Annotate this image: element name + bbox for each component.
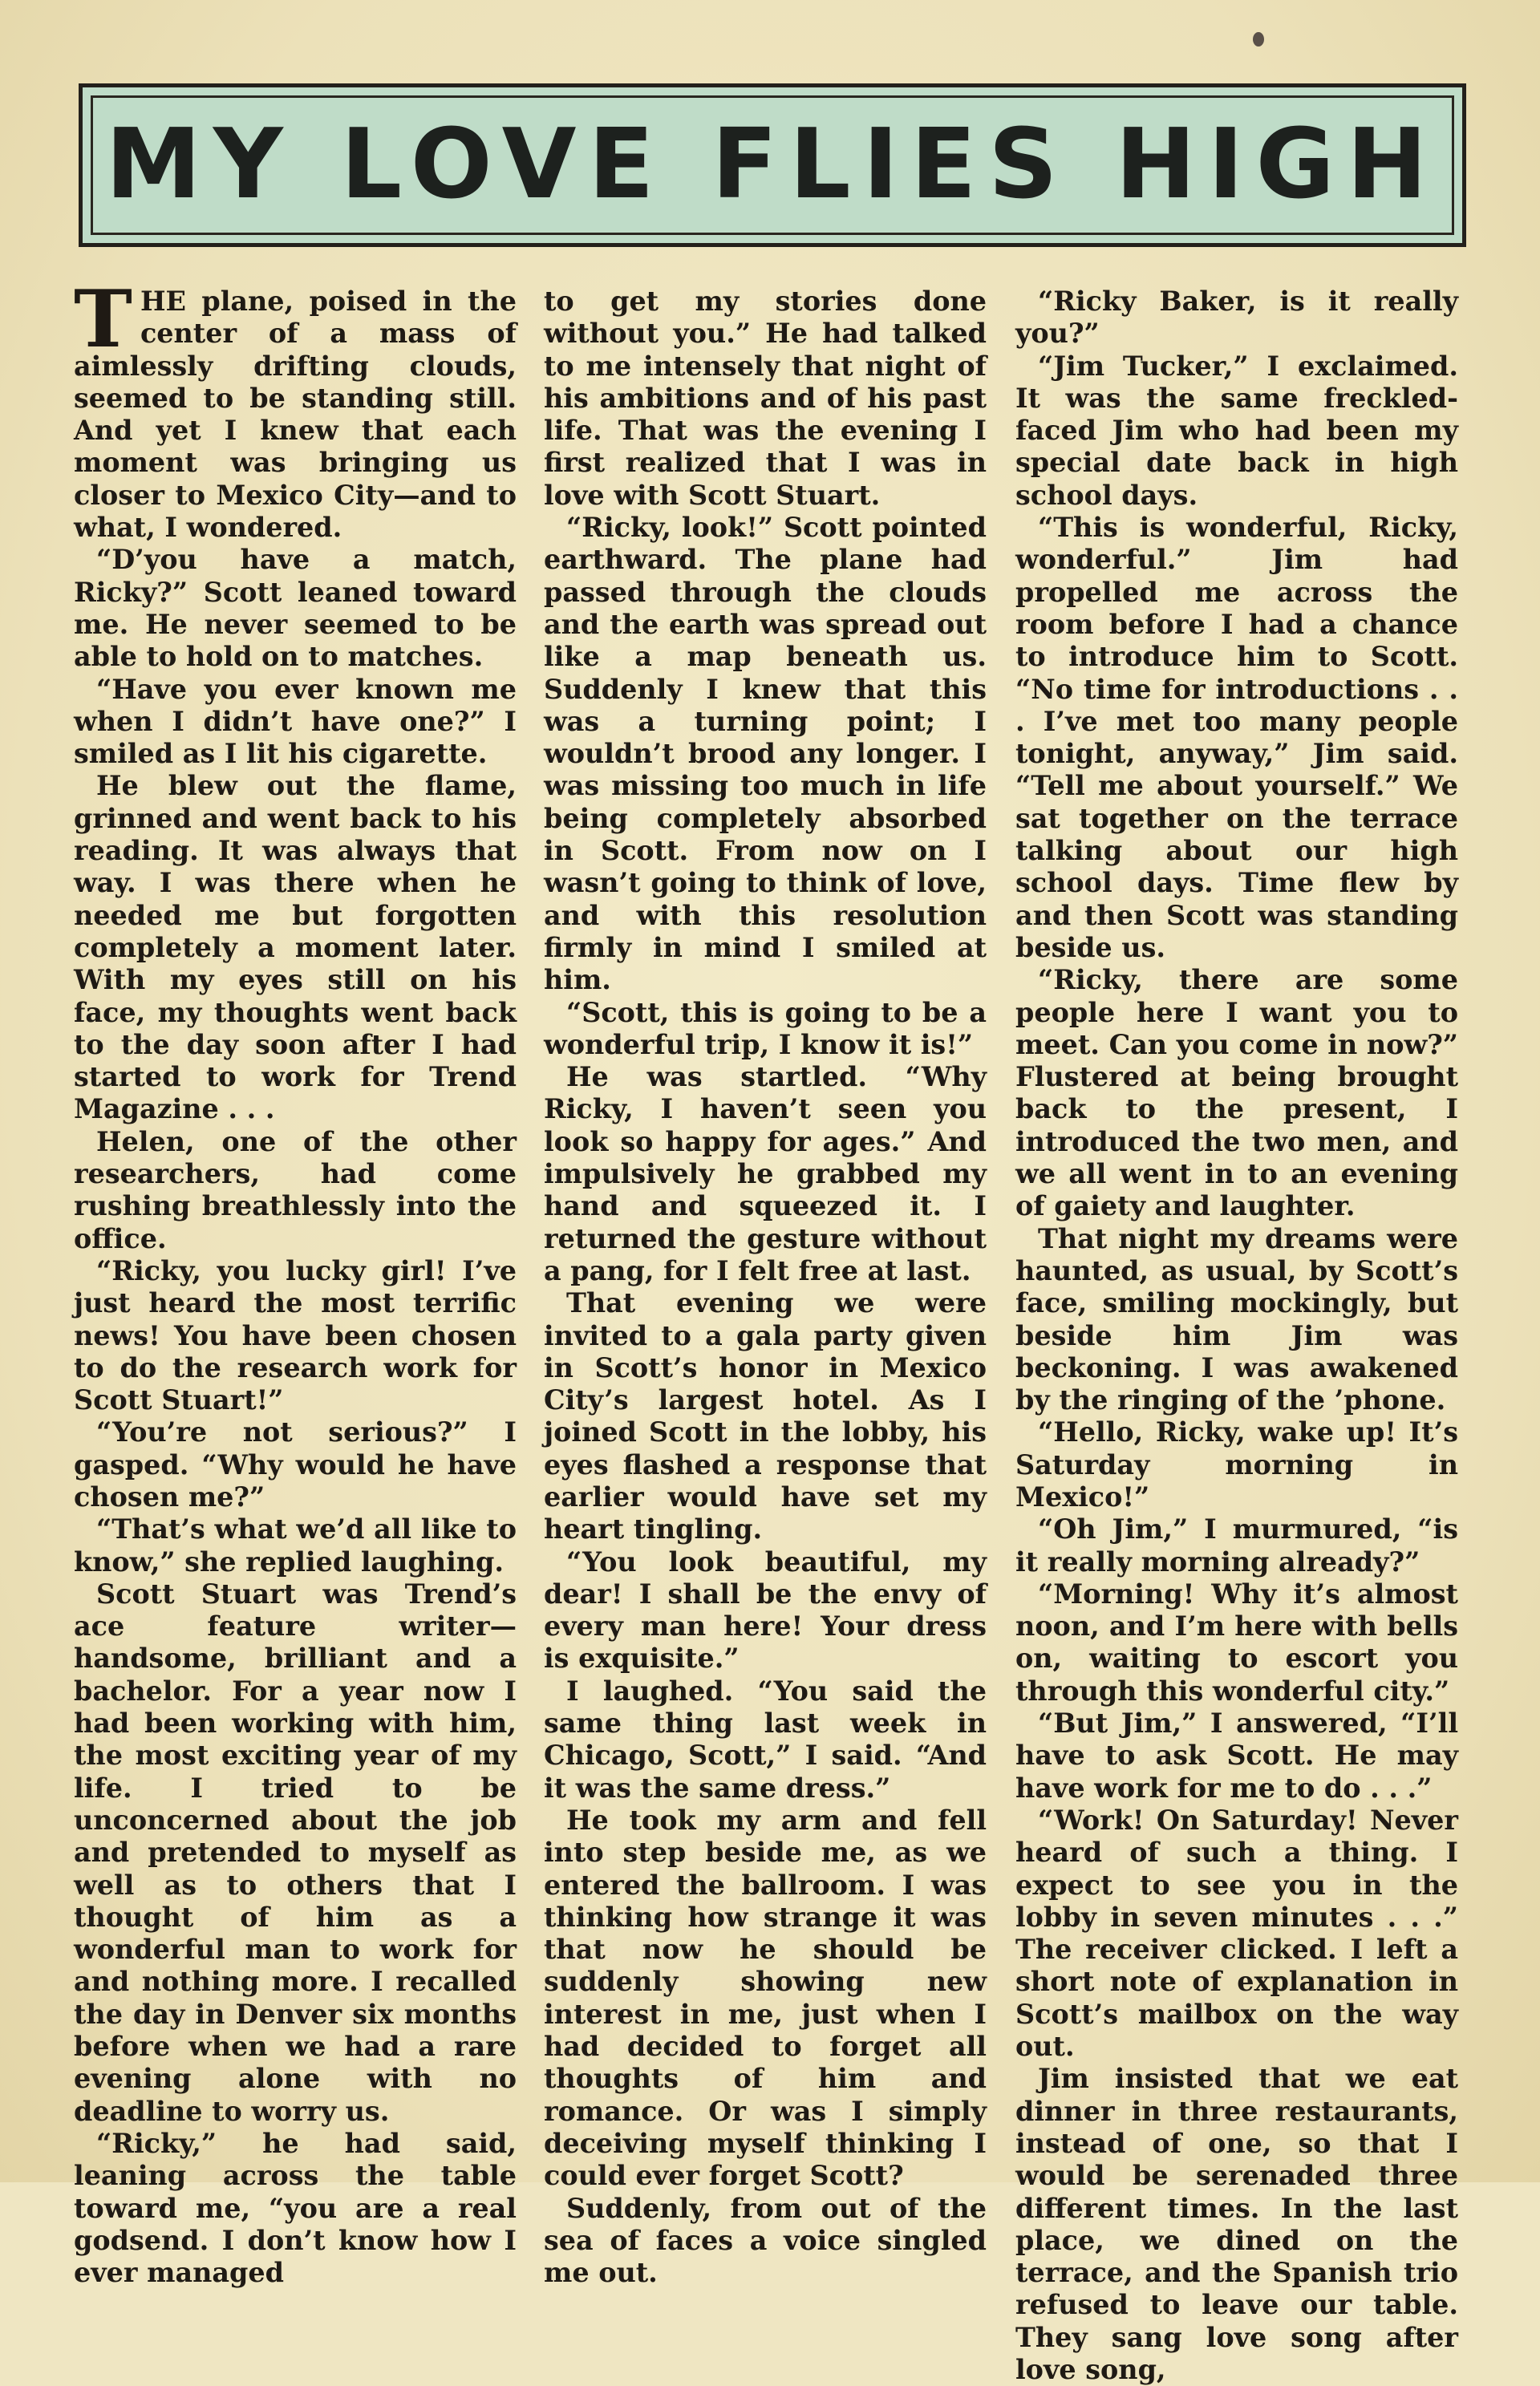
paragraph: “Ricky, look!” Scott pointed earthward. The plane had passed through the clouds and the earth was spread out like a map beneath us. Suddenly I knew that this was a turning point; I wouldn’t brood any longer. I was missing too much in life being completely absorbed in Scott. From now on I wasn’t going to think of love, and with this resolution firmly in mind I smiled at him. (544, 512, 987, 996)
paragraph: Helen, one of the other researchers, had come rushing breathlessly into the office. (74, 1125, 517, 1254)
paragraph: “You’re not serious?” I gasped. “Why would he have chosen me?” (74, 1416, 517, 1513)
text-column-2 (544, 286, 987, 2289)
paragraph: That evening we were invited to a gala party given in Scott’s honor in Mexico City’s largest hotel. As I joined Scott in the lobby, his eyes flashed a response that earlier would have set my heart tingling. (544, 1287, 987, 1545)
paragraph: “Jim Tucker,” I exclaimed. It was the same freckled-faced Jim who had been my special date back in high school days. (1015, 350, 1458, 511)
paragraph: I laughed. “You said the same thing last week in Chicago, Scott,” I said. “And it was the same dress.” (544, 1675, 987, 1804)
story-title: MY LOVE FLIES HIGH (105, 109, 1440, 221)
drop-cap: T (74, 273, 132, 366)
paragraph: Suddenly, from out of the sea of faces a voice singled me out. (544, 2192, 987, 2289)
paragraph: “Work! On Saturday! Never heard of such a thing. I expect to see you in the lobby in seven minutes . . .” The receiver clicked. I left a short note of explanation in Scott’s mailbox on the way out. (1015, 1804, 1458, 2063)
text-column-3 (1015, 286, 1458, 2385)
paragraph: “Oh Jim,” I murmured, “is it really morning already?” (1015, 1513, 1458, 1578)
paragraph: “That’s what we’d all like to know,” she replied laughing. (74, 1513, 517, 1578)
text-column-1 (74, 273, 517, 2289)
paragraph: “But Jim,” I answered, “I’ll have to ask Scott. He may have work for me to do . . .” (1015, 1707, 1458, 1804)
paragraph: “Have you ever known me when I didn’t have one?” I smiled as I lit his cigarette. (74, 673, 517, 770)
paragraph: “Ricky, there are some people here I want you to meet. Can you come in now?” Flustered at being brought back to the present, I introduced the two men, and we all went in to an evening of gaiety and laughter. (1015, 964, 1458, 1222)
paragraph: to get my stories done without you.” He had talked to me intensely that night of his ambitions and of his past life. That was the evening I first realized that I was in love with Scott Stuart. (544, 286, 987, 511)
paragraph: “Hello, Ricky, wake up! It’s Saturday morning in Mexico!” (1015, 1416, 1458, 1513)
paragraph: He was startled. “Why Ricky, I haven’t seen you look so happy for ages.” And impulsively he grabbed my hand and squeezed it. I returned the gesture without a pang, for I felt free at last. (544, 1061, 987, 1286)
paragraph: That night my dreams were haunted, as usual, by Scott’s face, smiling mockingly, but beside him Jim was beckoning. I was awakened by the ringing of the ’phone. (1015, 1222, 1458, 1416)
paragraph: Scott Stuart was Trend’s ace feature writer—handsome, brilliant and a bachelor. For a year now I had been working with him, the most exciting year of my life. I tried to be unconcerned about the job and pretended to myself as well as to others that I thought of him as a wonderful man to work for and nothing more. I recalled the day in Denver six months before when we had a rare evening alone with no deadline to worry us. (74, 1578, 517, 2127)
paragraph: “This is wonderful, Ricky, wonderful.” Jim had propelled me across the room before I had a chance to introduce him to Scott. “No time for introductions . . . I’ve met too many people tonight, anyway,” Jim said. “Tell me about yourself.” We sat together on the terrace talking about our high school days. Time flew by and then Scott was standing beside us. (1015, 512, 1458, 963)
paragraph: Jim insisted that we eat dinner in three restaurants, instead of one, so that I would be serenaded three different times. In the last place, we dined on the terrace, and the Spanish trio refused to leave our table. They sang love song after love song, (1015, 2063, 1458, 2385)
paragraph: He blew out the flame, grinned and went back to his reading. It was always that way. I was there when he needed me but forgotten completely a moment later. With my eyes still on his face, my thoughts went back to the day soon after I had started to work for Trend Magazine . . . (74, 770, 517, 1125)
title-panel (79, 83, 1466, 247)
paragraph: “Ricky,” he had said, leaning across the table toward me, “you are a real godsend. I don’t know how I ever managed (74, 2127, 517, 2289)
paragraph: “Ricky Baker, is it really you?” (1015, 286, 1458, 350)
paragraph: “You look beautiful, my dear! I shall be the envy of every man here! Your dress is exquisite.” (544, 1545, 987, 1675)
paragraph: “Morning! Why it’s almost noon, and I’m here with bells on, waiting to escort you through this wonderful city.” (1015, 1578, 1458, 1707)
paragraph: “Ricky, you lucky girl! I’ve just heard the most terrific news! You have been chosen to do the research work for Scott Stuart!” (74, 1254, 517, 1416)
paragraph: He took my arm and fell into step beside me, as we entered the ballroom. I was thinking how strange it was that now he should be suddenly showing new interest in me, just when I had decided to forget all thoughts of him and romance. Or was I simply deceiving myself thinking I could ever forget Scott? (544, 1804, 987, 2192)
paragraph: THE plane, poised in the center of a mass of aimlessly drifting clouds, seemed to be standing still. And yet I knew that each moment was bringing us closer to Mexico City—and to what, I wondered. (74, 273, 517, 544)
paragraph: “Scott, this is going to be a wonderful trip, I know it is!” (544, 996, 987, 1060)
paragraph: “D’you have a match, Ricky?” Scott leaned toward me. He never seemed to be able to hold on to matches. (74, 544, 517, 673)
ink-spot (1253, 32, 1264, 47)
